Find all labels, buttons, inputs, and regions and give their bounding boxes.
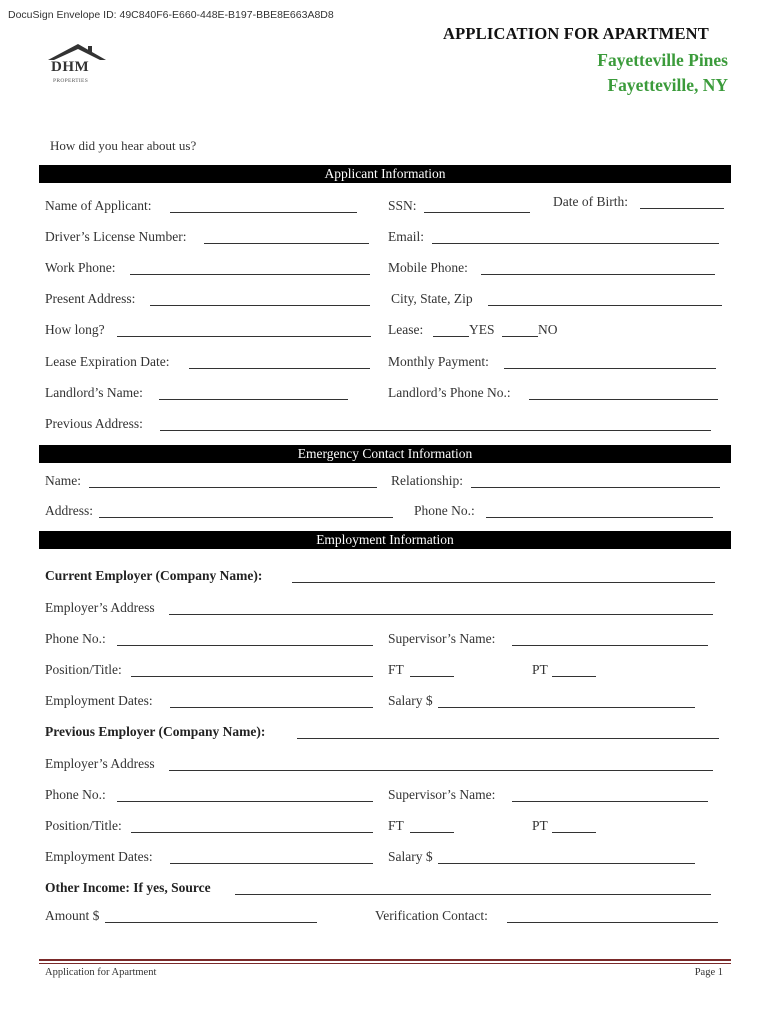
- logo-subtext: PROPERTIES: [53, 78, 89, 84]
- previous-salary-label: Salary $: [388, 849, 433, 864]
- how-long-label: How long?: [45, 322, 105, 337]
- current-dates-field[interactable]: [170, 707, 373, 708]
- logo-text: DHM: [51, 59, 90, 75]
- monthly-payment-label: Monthly Payment:: [388, 354, 489, 369]
- page-number: Page 1: [694, 967, 723, 978]
- footer-divider-thin: [39, 963, 731, 964]
- dob-field[interactable]: [640, 208, 724, 209]
- drivers-license-field[interactable]: [204, 243, 369, 244]
- current-phone-field[interactable]: [117, 645, 373, 646]
- lease-no-label: NO: [538, 322, 558, 337]
- footer-divider-thick: [39, 959, 731, 961]
- previous-ft-field[interactable]: [410, 832, 454, 833]
- current-employer-address-field[interactable]: [169, 614, 713, 615]
- current-pt-label: PT: [532, 662, 548, 677]
- work-phone-field[interactable]: [130, 274, 370, 275]
- monthly-payment-field[interactable]: [504, 368, 716, 369]
- applicant-name-field[interactable]: [170, 212, 357, 213]
- ssn-label: SSN:: [388, 198, 417, 213]
- current-supervisor-label: Supervisor’s Name:: [388, 631, 496, 646]
- current-employer-label: Current Employer (Company Name):: [45, 568, 263, 583]
- email-label: Email:: [388, 229, 424, 244]
- landlord-name-field[interactable]: [159, 399, 348, 400]
- previous-supervisor-label: Supervisor’s Name:: [388, 787, 496, 802]
- lease-no-field[interactable]: [502, 336, 538, 337]
- applicant-section-header: Applicant Information: [39, 165, 731, 183]
- emergency-phone-field[interactable]: [486, 517, 713, 518]
- previous-employer-field[interactable]: [297, 738, 719, 739]
- lease-yes-field[interactable]: [433, 336, 469, 337]
- employment-section-header: Employment Information: [39, 531, 731, 549]
- mobile-phone-field[interactable]: [481, 274, 715, 275]
- drivers-license-label: Driver’s License Number:: [45, 229, 187, 244]
- previous-pt-field[interactable]: [552, 832, 596, 833]
- previous-address-field[interactable]: [160, 430, 711, 431]
- emergency-section-header: Emergency Contact Information: [39, 445, 731, 463]
- present-address-label: Present Address:: [45, 291, 136, 306]
- current-position-label: Position/Title:: [45, 662, 122, 677]
- email-field[interactable]: [432, 243, 719, 244]
- verification-contact-label: Verification Contact:: [375, 908, 488, 923]
- current-ft-field[interactable]: [410, 676, 454, 677]
- landlord-phone-field[interactable]: [529, 399, 718, 400]
- applicant-name-label: Name of Applicant:: [45, 198, 152, 213]
- city-state-zip-label: City, State, Zip: [391, 291, 473, 306]
- current-pt-field[interactable]: [552, 676, 596, 677]
- emergency-address-field[interactable]: [99, 517, 393, 518]
- current-position-field[interactable]: [131, 676, 373, 677]
- hear-about-us-label: How did you hear about us?: [50, 138, 197, 153]
- current-supervisor-field[interactable]: [512, 645, 708, 646]
- previous-employer-address-field[interactable]: [169, 770, 713, 771]
- current-employer-address-label: Employer’s Address: [45, 600, 155, 615]
- property-name: Fayetteville Pines: [597, 50, 728, 70]
- previous-position-label: Position/Title:: [45, 818, 122, 833]
- current-phone-label: Phone No.:: [45, 631, 106, 646]
- landlord-name-label: Landlord’s Name:: [45, 385, 143, 400]
- company-logo: [44, 42, 108, 90]
- other-income-label: Other Income: If yes, Source: [45, 880, 211, 895]
- amount-field[interactable]: [105, 922, 317, 923]
- amount-label: Amount $: [45, 908, 100, 923]
- relationship-label: Relationship:: [391, 473, 463, 488]
- current-salary-field[interactable]: [438, 707, 695, 708]
- previous-employer-label: Previous Employer (Company Name):: [45, 724, 266, 739]
- other-income-field[interactable]: [235, 894, 711, 895]
- how-long-field[interactable]: [117, 336, 371, 337]
- previous-position-field[interactable]: [131, 832, 373, 833]
- emergency-name-label: Name:: [45, 473, 81, 488]
- lease-expiration-field[interactable]: [189, 368, 370, 369]
- previous-dates-label: Employment Dates:: [45, 849, 153, 864]
- previous-pt-label: PT: [532, 818, 548, 833]
- current-dates-label: Employment Dates:: [45, 693, 153, 708]
- work-phone-label: Work Phone:: [45, 260, 116, 275]
- envelope-id: DocuSign Envelope ID: 49C840F6-E660-448E-B197-BBE8E663A8D8: [8, 9, 334, 21]
- lease-label: Lease:: [388, 322, 424, 337]
- ssn-field[interactable]: [424, 212, 530, 213]
- mobile-phone-label: Mobile Phone:: [388, 260, 468, 275]
- property-city: Fayetteville, NY: [607, 75, 728, 95]
- current-ft-label: FT: [388, 662, 404, 677]
- previous-phone-label: Phone No.:: [45, 787, 106, 802]
- previous-dates-field[interactable]: [170, 863, 373, 864]
- verification-contact-field[interactable]: [507, 922, 718, 923]
- footer-title: Application for Apartment: [45, 967, 157, 978]
- previous-supervisor-field[interactable]: [512, 801, 708, 802]
- present-address-field[interactable]: [150, 305, 370, 306]
- emergency-address-label: Address:: [45, 503, 93, 518]
- relationship-field[interactable]: [471, 487, 720, 488]
- landlord-phone-label: Landlord’s Phone No.:: [388, 385, 511, 400]
- emergency-name-field[interactable]: [89, 487, 377, 488]
- city-state-zip-field[interactable]: [488, 305, 722, 306]
- dob-label: Date of Birth:: [553, 194, 628, 209]
- current-employer-field[interactable]: [292, 582, 715, 583]
- emergency-phone-label: Phone No.:: [414, 503, 475, 518]
- previous-employer-address-label: Employer’s Address: [45, 756, 155, 771]
- previous-ft-label: FT: [388, 818, 404, 833]
- current-salary-label: Salary $: [388, 693, 433, 708]
- form-title: APPLICATION FOR APARTMENT: [443, 24, 709, 43]
- lease-expiration-label: Lease Expiration Date:: [45, 354, 170, 369]
- previous-phone-field[interactable]: [117, 801, 373, 802]
- previous-salary-field[interactable]: [438, 863, 695, 864]
- lease-yes-label: YES: [469, 322, 495, 337]
- previous-address-label: Previous Address:: [45, 416, 143, 431]
